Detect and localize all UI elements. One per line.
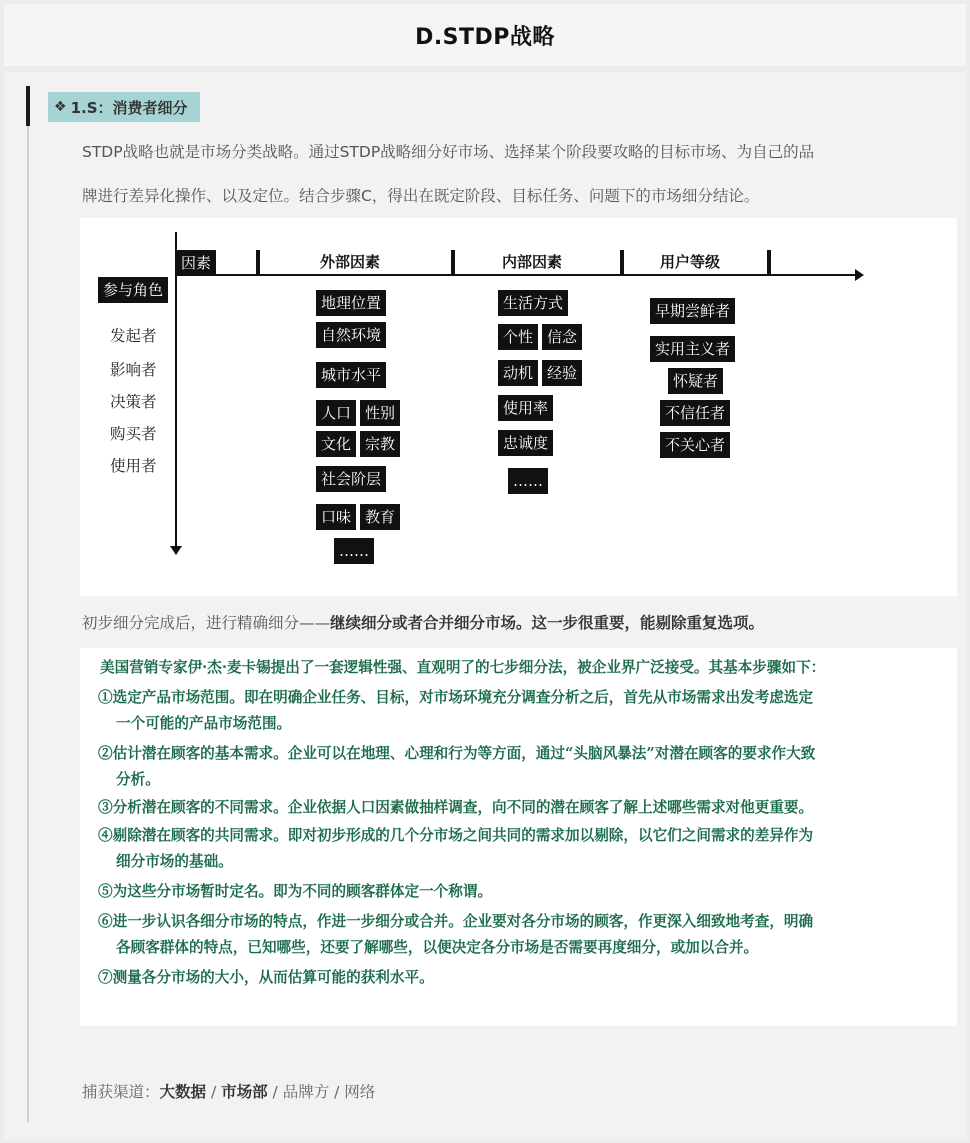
factor-tag: 口味 [316, 504, 356, 530]
segmentation-diagram [80, 218, 957, 596]
user-level-tag: 不关心者 [660, 432, 730, 458]
vertical-axis [175, 232, 177, 550]
factor-tag: 性别 [360, 400, 400, 426]
refine-emphasis: 继续细分或者合并细分市场。这一步很重要，能剔除重复选项。 [330, 614, 765, 632]
step-item: ⑥进一步认识各细分市场的特点，作进一步细分或合并。企业要对各分市场的顾客，作更深入细致地考查，明确 [98, 913, 814, 930]
arrow-right-icon [855, 269, 864, 281]
step-item: ③分析潜在顾客的不同需求。企业依据人口因素做抽样调查，向不同的潜在顾客了解上述哪些需求对他更重要。 [98, 799, 814, 816]
factor-tag: 使用率 [498, 395, 553, 421]
role-item: 决策者 [110, 393, 157, 411]
step-item: ⑤为这些分市场暂时定名。即为不同的顾客群体定一个称谓。 [98, 883, 493, 900]
factor-tag: 经验 [542, 360, 582, 386]
factor-label: 因素 [176, 250, 216, 276]
refine-prefix: 初步细分完成后，进行精确细分—— [82, 614, 331, 632]
intro-line-2: 牌进行差异化操作、以及定位。结合步骤C，得出在既定阶段、目标任务、问题下的市场细分结论。 [82, 187, 760, 205]
column-tick [767, 250, 771, 274]
intro-line-1: STDP战略也就是市场分类战略。通过STDP战略细分好市场、选择某个阶段要攻略的目标市场、为自己的品 [82, 143, 815, 161]
factor-tag: 教育 [360, 504, 400, 530]
step-item: ①选定产品市场范围。即在明确企业任务、目标，对市场环境充分调查分析之后，首先从市场需求出发考虑选定 [98, 689, 814, 706]
factor-tag: 个性 [498, 324, 538, 350]
factor-tag: …… [508, 468, 548, 494]
section-marker-bar [26, 86, 30, 126]
channel-separator: / [206, 1083, 222, 1101]
factor-tag: …… [334, 538, 374, 564]
user-level-tag: 实用主义者 [650, 336, 735, 362]
capture-channels [82, 1080, 375, 1102]
step-item-continued: 细分市场的基础。 [116, 853, 233, 870]
section-label-text: 1.S：消费者细分 [70, 98, 188, 117]
role-item: 购买者 [110, 425, 157, 443]
refine-paragraph [82, 608, 962, 638]
factor-tag: 自然环境 [316, 322, 386, 348]
user-level-tag: 早期尝鲜者 [650, 298, 735, 324]
section-divider-line [27, 126, 29, 1122]
steps-intro: 美国营销专家伊·杰·麦卡锡提出了一套逻辑性强、直观明了的七步细分法，被企业界广泛接受。其基本步骤如下： [100, 659, 826, 676]
factor-tag: 动机 [498, 360, 538, 386]
channel-separator: / [267, 1083, 283, 1101]
role-item: 使用者 [110, 457, 157, 475]
factor-tag: 文化 [316, 431, 356, 457]
factor-tag: 社会阶层 [316, 466, 386, 492]
factor-tag: 忠诚度 [498, 430, 553, 456]
column-tick [620, 250, 624, 274]
step-item: ④剔除潜在顾客的共同需求。即对初步形成的几个分市场之间共同的需求加以剔除，以它们之间需求的差异作为 [98, 827, 814, 844]
factor-tag: 宗教 [360, 431, 400, 457]
step-item-continued: 一个可能的产品市场范围。 [116, 715, 292, 732]
section-label [48, 92, 200, 122]
step-item: ②估计潜在顾客的基本需求。企业可以在地理、心理和行为等方面，通过“头脑风暴法”对潜在顾客的要求作大致 [98, 745, 816, 762]
column-header-user-level: 用户等级 [660, 253, 721, 271]
factor-tag: 城市水平 [316, 362, 386, 388]
column-header-external: 外部因素 [320, 253, 381, 271]
page-header [4, 4, 966, 66]
factor-tag: 人口 [316, 400, 356, 426]
factor-tag: 生活方式 [498, 290, 568, 316]
role-item: 影响者 [110, 361, 157, 379]
channel-big-data: 大数据 [159, 1083, 207, 1101]
role-item: 发起者 [110, 327, 157, 345]
step-item: ⑦测量各分市场的大小，从而估算可能的获利水平。 [98, 969, 434, 986]
channel-separator: / [329, 1083, 345, 1101]
arrow-down-icon [170, 546, 182, 555]
column-tick [256, 250, 260, 274]
factor-tag: 信念 [542, 324, 582, 350]
seven-steps-box [80, 648, 957, 1026]
user-level-tag: 怀疑者 [668, 368, 723, 394]
user-level-tag: 不信任者 [660, 400, 730, 426]
step-item-continued: 各顾客群体的特点，已知哪些，还要了解哪些，以便决定各分市场是否需要再度细分，或加以合并。 [116, 939, 759, 956]
column-header-internal: 内部因素 [502, 253, 563, 271]
horizontal-axis [175, 274, 855, 276]
channel-marketing: 市场部 [221, 1083, 268, 1101]
page-title: D.STDP战略 [415, 24, 555, 50]
channels-label: 捕获渠道： [82, 1083, 160, 1101]
diamond-icon: ❖ [54, 99, 67, 115]
role-label: 参与角色 [98, 277, 168, 303]
step-item-continued: 分析。 [116, 771, 160, 788]
column-tick [451, 250, 455, 274]
channel-network: 网络 [344, 1083, 376, 1101]
intro-paragraph [82, 130, 962, 218]
channel-brand: 品牌方 [282, 1083, 330, 1101]
factor-tag: 地理位置 [316, 290, 386, 316]
